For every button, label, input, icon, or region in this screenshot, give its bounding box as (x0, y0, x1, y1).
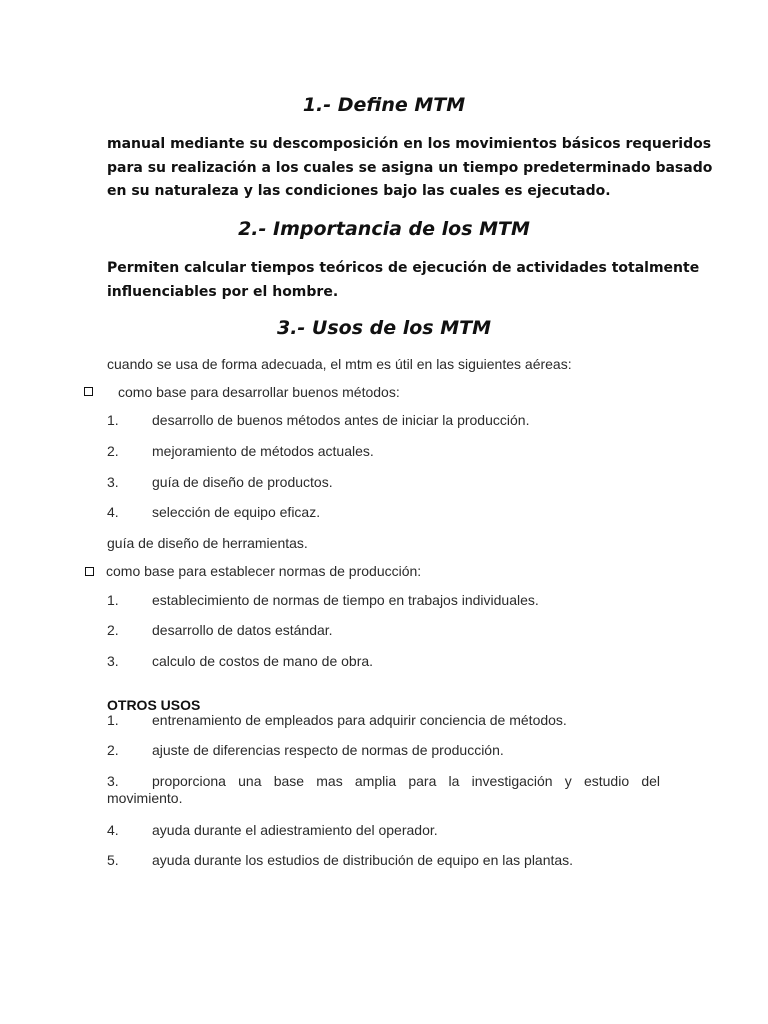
list-item (107, 653, 373, 670)
list-number: 2. (107, 742, 119, 758)
heading-define-mtm: 1.- Define MTM (302, 94, 466, 116)
list-text: entrenamiento de empleados para adquirir conciencia de métodos. (152, 712, 567, 728)
list-text: selección de equipo eficaz. (152, 504, 321, 520)
list-number: 4. (107, 822, 119, 838)
heading-importancia: 2.- Importancia de los MTM (238, 218, 530, 240)
usos-intro: cuando se usa de forma adecuada, el mtm es útil en las siguientes aéreas: (107, 356, 572, 372)
list-number: 5. (107, 852, 119, 868)
list-text: calculo de costos de mano de obra. (152, 653, 374, 669)
bullet-methods: como base para desarrollar buenos métodos: (118, 384, 400, 400)
list-text: establecimiento de normas de tiempo en trabajos individuales. (152, 592, 539, 608)
list-number: 3. (107, 474, 119, 490)
list-item (107, 412, 529, 429)
list-text: desarrollo de buenos métodos antes de iniciar la producción. (152, 412, 530, 428)
list-item (107, 504, 320, 521)
paragraph-line: en su naturaleza y las condiciones bajo las cuales es ejecutado. (107, 183, 611, 199)
herramientas-line: guía de diseño de herramientas. (107, 535, 308, 551)
list-number: 4. (107, 504, 119, 520)
list-text: ayuda durante el adiestramiento del operador. (152, 822, 438, 838)
paragraph-line: para su realización a los cuales se asigna un tiempo predeterminado basado (107, 159, 713, 176)
checkbox-bullet-icon (84, 387, 93, 396)
list-text: ajuste de diferencias respecto de normas de producción. (152, 742, 504, 758)
list-item (107, 622, 333, 639)
list-number: 1. (107, 412, 119, 428)
list-text: ayuda durante los estudios de distribución de equipo en las plantas. (152, 852, 574, 868)
list-number: 2. (107, 443, 119, 459)
list-item (107, 822, 438, 839)
paragraph-line: manual mediante su descomposición en los movimientos básicos requeridos (107, 136, 712, 152)
list-number: 1. (107, 592, 119, 608)
list-number: 1. (107, 712, 119, 728)
list-item (107, 712, 567, 729)
list-item (107, 474, 333, 491)
bullet-normas: como base para establecer normas de producción: (106, 563, 422, 579)
list-item (107, 852, 573, 869)
list-text-continued: movimiento. (107, 790, 183, 806)
paragraph-line: Permiten calcular tiempos teóricos de ejecución de actividades totalmente (107, 260, 700, 276)
importancia-paragraph (107, 257, 700, 304)
list-number: 3. (107, 653, 119, 669)
define-mtm-paragraph (107, 133, 713, 204)
list-text: mejoramiento de métodos actuales. (152, 443, 374, 459)
list-item (107, 742, 504, 759)
list-item (107, 443, 374, 460)
list-item (107, 592, 539, 609)
checkbox-bullet-icon (85, 567, 94, 576)
list-number: 3. (107, 773, 119, 789)
list-text: desarrollo de datos estándar. (152, 622, 333, 638)
heading-usos: 3.- Usos de los MTM (276, 317, 492, 339)
list-text: guía de diseño de productos. (152, 474, 333, 490)
list-text: proporciona una base mas amplia para la investigación y estudio del (152, 773, 660, 789)
paragraph-line: influenciables por el hombre. (107, 283, 339, 300)
list-number: 2. (107, 622, 119, 638)
list-item (107, 773, 660, 807)
otros-usos-heading: OTROS USOS (107, 697, 201, 713)
